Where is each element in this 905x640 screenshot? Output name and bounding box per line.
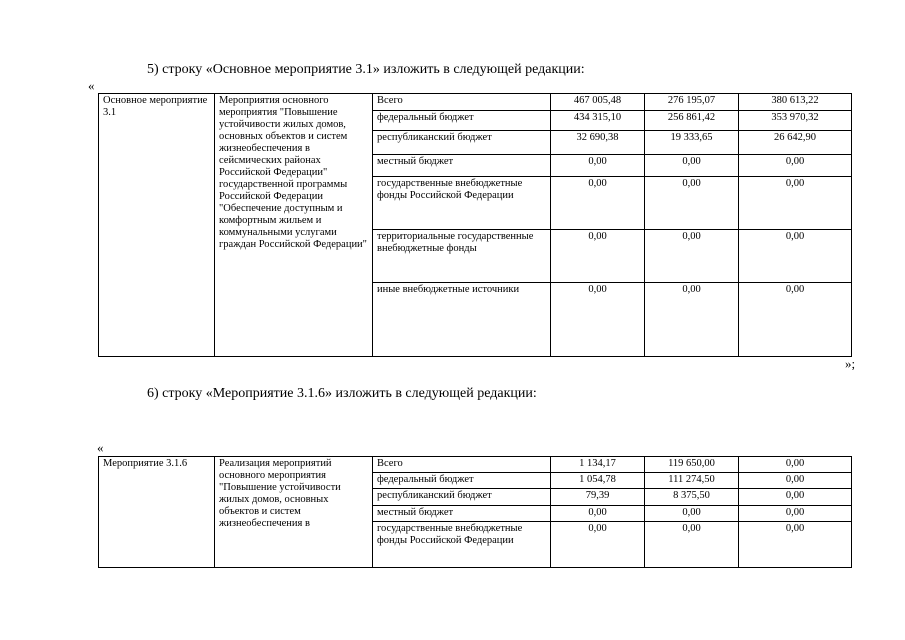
funding-source: федеральный бюджет — [373, 111, 551, 131]
value-cell: 1 054,78 — [551, 472, 645, 489]
value-cell: 0,00 — [551, 522, 645, 568]
funding-source: государственные внебюджетные фонды Российской Федерации — [373, 177, 551, 230]
value-cell: 0,00 — [739, 472, 852, 489]
value-cell: 0,00 — [551, 177, 645, 230]
activity-name-cell: Мероприятие 3.1.6 — [99, 457, 215, 568]
value-cell: 434 315,10 — [551, 111, 645, 131]
funding-source: государственные внебюджетные фонды Российской Федерации — [373, 522, 551, 568]
value-cell: 467 005,48 — [551, 94, 645, 111]
value-cell: 0,00 — [551, 505, 645, 522]
value-cell: 256 861,42 — [645, 111, 739, 131]
value-cell: 0,00 — [739, 283, 852, 357]
value-cell: 0,00 — [645, 283, 739, 357]
activity-description-cell: Мероприятия основного мероприятия "Повышение устойчивости жилых домов, основных объектов и систем жизнеобеспечения в сейсмических районах Российской Федерации" государственной программы Российской Федерации "Обеспечение доступным и комфортным жильем и коммунальными услугами граждан Российской Федерации" — [215, 94, 373, 357]
section6-heading: 6) строку «Мероприятие 3.1.6» изложить в следующей редакции: — [147, 386, 537, 401]
section5-table — [98, 93, 852, 357]
value-cell: 8 375,50 — [645, 489, 739, 506]
value-cell: 0,00 — [739, 522, 852, 568]
section5-open-quote: « — [88, 78, 95, 93]
funding-source: республиканский бюджет — [373, 489, 551, 506]
value-cell: 380 613,22 — [739, 94, 852, 111]
activity-name-cell: Основное мероприятие 3.1 — [99, 94, 215, 357]
value-cell: 19 333,65 — [645, 131, 739, 155]
value-cell: 119 650,00 — [645, 457, 739, 473]
funding-source: местный бюджет — [373, 505, 551, 522]
value-cell: 1 134,17 — [551, 457, 645, 473]
value-cell: 0,00 — [645, 505, 739, 522]
value-cell: 0,00 — [739, 155, 852, 177]
value-cell: 111 274,50 — [645, 472, 739, 489]
funding-source: территориальные государственные внебюджетные фонды — [373, 230, 551, 283]
value-cell: 26 642,90 — [739, 131, 852, 155]
value-cell: 276 195,07 — [645, 94, 739, 111]
funding-source: местный бюджет — [373, 155, 551, 177]
section5-close-quote: »; — [845, 356, 856, 371]
table-row — [99, 457, 852, 473]
value-cell: 0,00 — [645, 177, 739, 230]
activity-description-cell: Реализация мероприятий основного мероприятия "Повышение устойчивости жилых домов, основных объектов и систем жизнеобеспечения в — [215, 457, 373, 568]
section6-open-quote: « — [97, 440, 104, 455]
funding-source: Всего — [373, 94, 551, 111]
funding-source: федеральный бюджет — [373, 472, 551, 489]
value-cell: 0,00 — [739, 489, 852, 506]
table-row — [99, 94, 852, 111]
value-cell: 0,00 — [551, 230, 645, 283]
value-cell: 32 690,38 — [551, 131, 645, 155]
value-cell: 353 970,32 — [739, 111, 852, 131]
value-cell: 0,00 — [739, 230, 852, 283]
value-cell: 0,00 — [551, 155, 645, 177]
funding-source: иные внебюджетные источники — [373, 283, 551, 357]
section6-table — [98, 456, 852, 568]
value-cell: 0,00 — [739, 505, 852, 522]
section5-heading: 5) строку «Основное мероприятие 3.1» изложить в следующей редакции: — [147, 62, 585, 77]
value-cell: 79,39 — [551, 489, 645, 506]
value-cell: 0,00 — [551, 283, 645, 357]
value-cell: 0,00 — [645, 230, 739, 283]
value-cell: 0,00 — [739, 177, 852, 230]
value-cell: 0,00 — [645, 155, 739, 177]
funding-source: республиканский бюджет — [373, 131, 551, 155]
value-cell: 0,00 — [645, 522, 739, 568]
value-cell: 0,00 — [739, 457, 852, 473]
funding-source: Всего — [373, 457, 551, 473]
